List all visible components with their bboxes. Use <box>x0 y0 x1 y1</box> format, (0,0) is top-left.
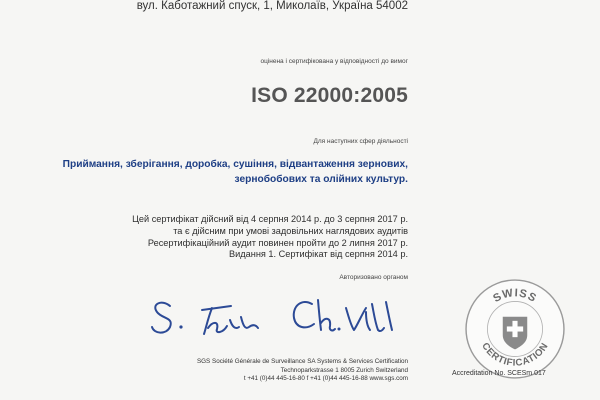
footer-line: Technoparkstrasse 1 8005 Zurich Switzerland <box>280 366 408 374</box>
validity-line: Цей сертифікат дійсний від 4 серпня 2014 р. до 3 серпня 2017 р. <box>132 214 408 224</box>
seal-bottom-text: CERTIFICATION <box>479 340 551 369</box>
validity-line: та є дійсним при умові задовільних наглядових аудитів <box>173 225 408 236</box>
seal-top-text: SWISS <box>491 287 539 306</box>
scope-line: зернобобових та олійних культур. <box>234 174 408 185</box>
scope-line: Приймання, зберігання, доробка, сушіння, відвантаження зернових, <box>62 159 408 170</box>
accreditation-number: Accreditation No. SCESm 017 <box>452 370 546 377</box>
scope-text <box>63 157 408 187</box>
scope-label: Для наступних сфер діяльності <box>313 138 408 145</box>
standard-title: ISO 22000:2005 <box>251 84 408 107</box>
validity-line: Видання 1. Сертифікат від серпня 2014 р. <box>229 249 408 260</box>
signature-right <box>288 290 400 340</box>
validity-line: Ресертифікаційний аудит повинен пройти до 2 липня 2017 р. <box>147 237 408 248</box>
address-line: вул. Каботажний спуск, 1, Миколаїв, Україна 54002 <box>136 0 408 12</box>
authorization-label: Авторизовано органом <box>339 274 408 281</box>
validity-text <box>132 214 408 261</box>
swiss-certification-seal <box>464 278 566 380</box>
footer-line: t +41 (0)44 445-16-80 f +41 (0)44 445-16-88 www.sgs.com <box>243 375 408 383</box>
assessment-label: оцінена і сертифікована у відповідності до вимог <box>260 58 408 65</box>
issuer-footer <box>197 358 408 384</box>
signature-left <box>148 290 266 340</box>
footer-line: SGS Société Générale de Surveillance SA Systems & Services Certification <box>196 358 408 365</box>
